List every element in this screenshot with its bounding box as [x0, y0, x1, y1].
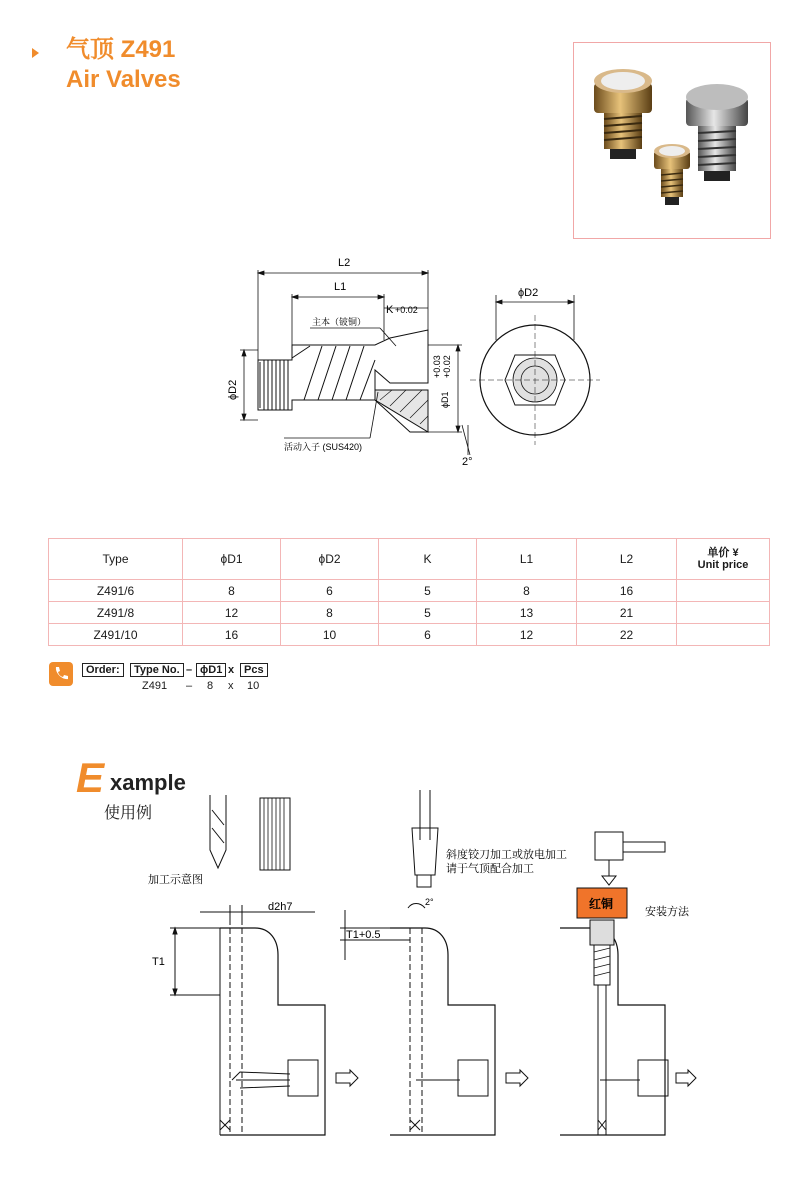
processing-note: 加工示意图	[148, 874, 203, 886]
dim-k-tolerance: +0.02	[395, 305, 418, 315]
page-subtitle: Air Valves	[66, 66, 181, 93]
order-times: x	[228, 664, 235, 676]
col-header-l2: L2	[577, 539, 677, 580]
cell-l2: 22	[577, 624, 677, 646]
table-row	[49, 624, 770, 646]
cell-type: Z491/6	[49, 580, 183, 602]
order-example-d1: 8	[207, 680, 214, 692]
reamer-note-1: 斜度铰刀加工或放电加工	[446, 849, 567, 861]
col-header-k: K	[379, 539, 477, 580]
price-header-cn: 单价 ¥	[707, 547, 739, 559]
cell-d2: 8	[281, 602, 379, 624]
col-header-price	[677, 539, 770, 580]
order-field-d1: ϕD1	[196, 663, 226, 677]
cell-price	[677, 624, 770, 646]
order-field-type: Type No.	[130, 663, 184, 677]
body-material-note: 主本（铍铜）	[312, 317, 367, 327]
air-valves-photo-illustration	[574, 43, 770, 238]
cell-d2: 10	[281, 624, 379, 646]
example-title: xample	[110, 770, 186, 795]
page-title: 气顶 Z491	[66, 36, 176, 63]
order-example-type: Z491	[142, 680, 168, 692]
dim-d2h7-label: d2h7	[268, 901, 293, 913]
order-field-pcs: Pcs	[240, 663, 268, 677]
cell-d1: 12	[183, 602, 281, 624]
header-arrow-icon	[32, 48, 39, 58]
dim-k-label: K	[386, 304, 394, 316]
dim-d2-right-label: ϕD2	[518, 287, 539, 299]
cell-k: 5	[379, 580, 477, 602]
col-header-type: Type	[49, 539, 183, 580]
example-drawing	[140, 790, 700, 1155]
order-example-dash: –	[186, 680, 193, 692]
order-example-times: x	[228, 680, 234, 692]
cell-k: 6	[379, 624, 477, 646]
col-header-d2: ϕD2	[281, 539, 379, 580]
example-title-cn: 使用例	[104, 805, 153, 822]
col-header-l1: L1	[477, 539, 577, 580]
phone-icon	[49, 662, 73, 686]
col-header-d1: ϕD1	[183, 539, 281, 580]
example-title-initial: E	[76, 754, 105, 801]
dim-l2-label: L2	[338, 257, 351, 269]
cell-l2: 21	[577, 602, 677, 624]
dim-d1-tol-lower: +0.02	[442, 355, 452, 378]
cell-l1: 13	[477, 602, 577, 624]
dim-l1-label: L1	[334, 281, 347, 293]
table-row	[49, 580, 770, 602]
cell-k: 5	[379, 602, 477, 624]
angle-label: 2°	[462, 456, 473, 468]
table-row	[49, 602, 770, 624]
technical-drawing	[200, 250, 600, 485]
cell-price	[677, 580, 770, 602]
copper-block-label: 红铜	[589, 897, 614, 911]
cell-type: Z491/8	[49, 602, 183, 624]
spec-table	[48, 538, 770, 646]
cell-type: Z491/10	[49, 624, 183, 646]
dim-d2-left-label: ϕD2	[227, 379, 239, 400]
cell-l2: 16	[577, 580, 677, 602]
order-example-pcs: 10	[247, 680, 260, 692]
dim-t1-plus-label: T1+0.5	[346, 929, 381, 941]
product-photo	[573, 42, 771, 239]
cell-l1: 12	[477, 624, 577, 646]
cell-d1: 8	[183, 580, 281, 602]
example-angle-label: 2°	[425, 897, 434, 907]
table-header-row	[49, 539, 770, 580]
cell-d1: 16	[183, 624, 281, 646]
order-dash: –	[186, 664, 193, 676]
cell-d2: 6	[281, 580, 379, 602]
cell-l1: 8	[477, 580, 577, 602]
reamer-note-2: 请于气顶配合加工	[446, 863, 534, 875]
dim-d1-tol-upper: +0.03	[432, 355, 442, 378]
price-header-en: Unit price	[697, 559, 749, 571]
install-note: 安装方法	[645, 906, 689, 918]
dim-t1-label: T1	[152, 956, 165, 968]
cell-price	[677, 602, 770, 624]
insert-material-note: 活动入子 (SUS420)	[284, 442, 363, 452]
dim-d1-label: ϕD1	[440, 391, 450, 408]
order-label: Order:	[82, 663, 124, 677]
